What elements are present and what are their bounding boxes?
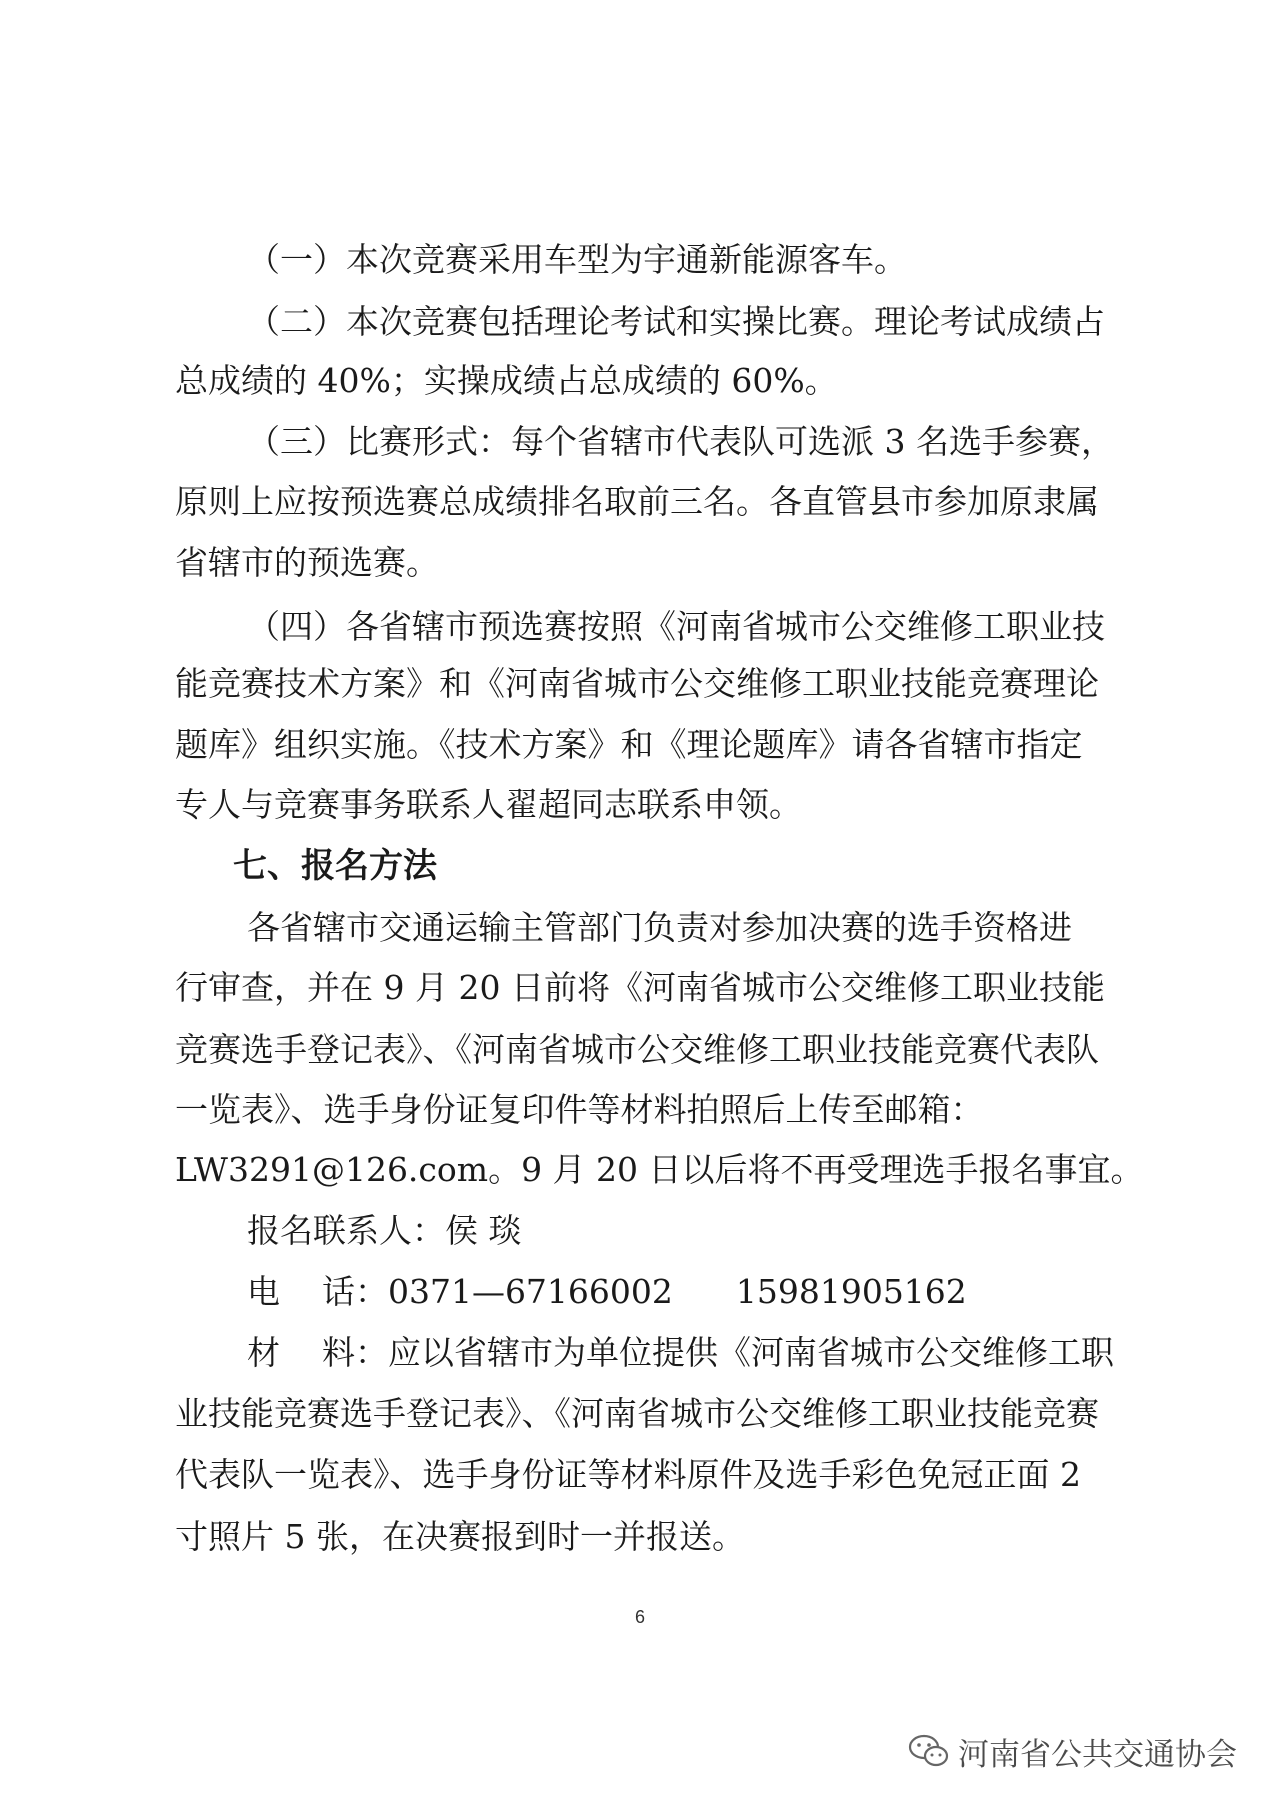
paragraph-line: 各省辖市交通运输主管部门负责对参加决赛的选手资格进 [247,908,1072,947]
phone-line: 电 话：0371—67166002 15981905162 [247,1272,967,1311]
paragraph-line: 总成绩的 40%；实操成绩占总成绩的 60%。 [175,361,838,400]
paragraph-line: 代表队一览表》、选手身份证等材料原件及选手彩色免冠正面 2 [175,1455,1081,1494]
watermark [908,1726,1237,1776]
paragraph-line: （四）各省辖市预选赛按照《河南省城市公交维修工职业技 [247,607,1105,646]
page-number: 6 [634,1607,645,1627]
paragraph-line: 专人与竞赛事务联系人翟超同志联系申领。 [175,785,802,824]
paragraph-line: 业技能竞赛选手登记表》、《河南省城市公交维修工职业技能竞赛 [175,1394,1099,1433]
contact-line: 报名联系人：侯 琰 [247,1211,522,1250]
paragraph-line: 一览表》、选手身份证复印件等材料拍照后上传至邮箱： [175,1090,984,1129]
wechat-icon [908,1732,950,1770]
paragraph-line: 能竞赛技术方案》和《河南省城市公交维修工职业技能竞赛理论 [175,664,1099,703]
paragraph-line: 寸照片 5 张，在决赛报到时一并报送。 [175,1517,745,1556]
paragraph-line: LW3291@126.com。9 月 20 日以后将不再受理选手报名事宜。 [175,1150,1144,1189]
watermark-text: 河南省公共交通协会 [958,1736,1237,1773]
paragraph-line: 题库》组织实施。《技术方案》和《理论题库》请各省辖市指定 [175,725,1083,764]
section-heading: 七、报名方法 [233,846,437,886]
paragraph-line: （一）本次竞赛采用车型为宇通新能源客车。 [247,240,907,279]
paragraph-line: 原则上应按预选赛总成绩排名取前三名。各直管县市参加原隶属 [175,482,1099,521]
paragraph-line: 竞赛选手登记表》、《河南省城市公交维修工职业技能竞赛代表队 [175,1030,1099,1069]
paragraph-line: 省辖市的预选赛。 [175,543,439,582]
materials-line: 材 料：应以省辖市为单位提供《河南省城市公交维修工职 [247,1333,1114,1372]
paragraph-line: 行审查，并在 9 月 20 日前将《河南省城市公交维修工职业技能 [175,968,1105,1007]
paragraph-line: （三）比赛形式：每个省辖市代表队可选派 3 名选手参赛， [247,422,1114,461]
paragraph-line: （二）本次竞赛包括理论考试和实操比赛。理论考试成绩占 [247,302,1105,341]
